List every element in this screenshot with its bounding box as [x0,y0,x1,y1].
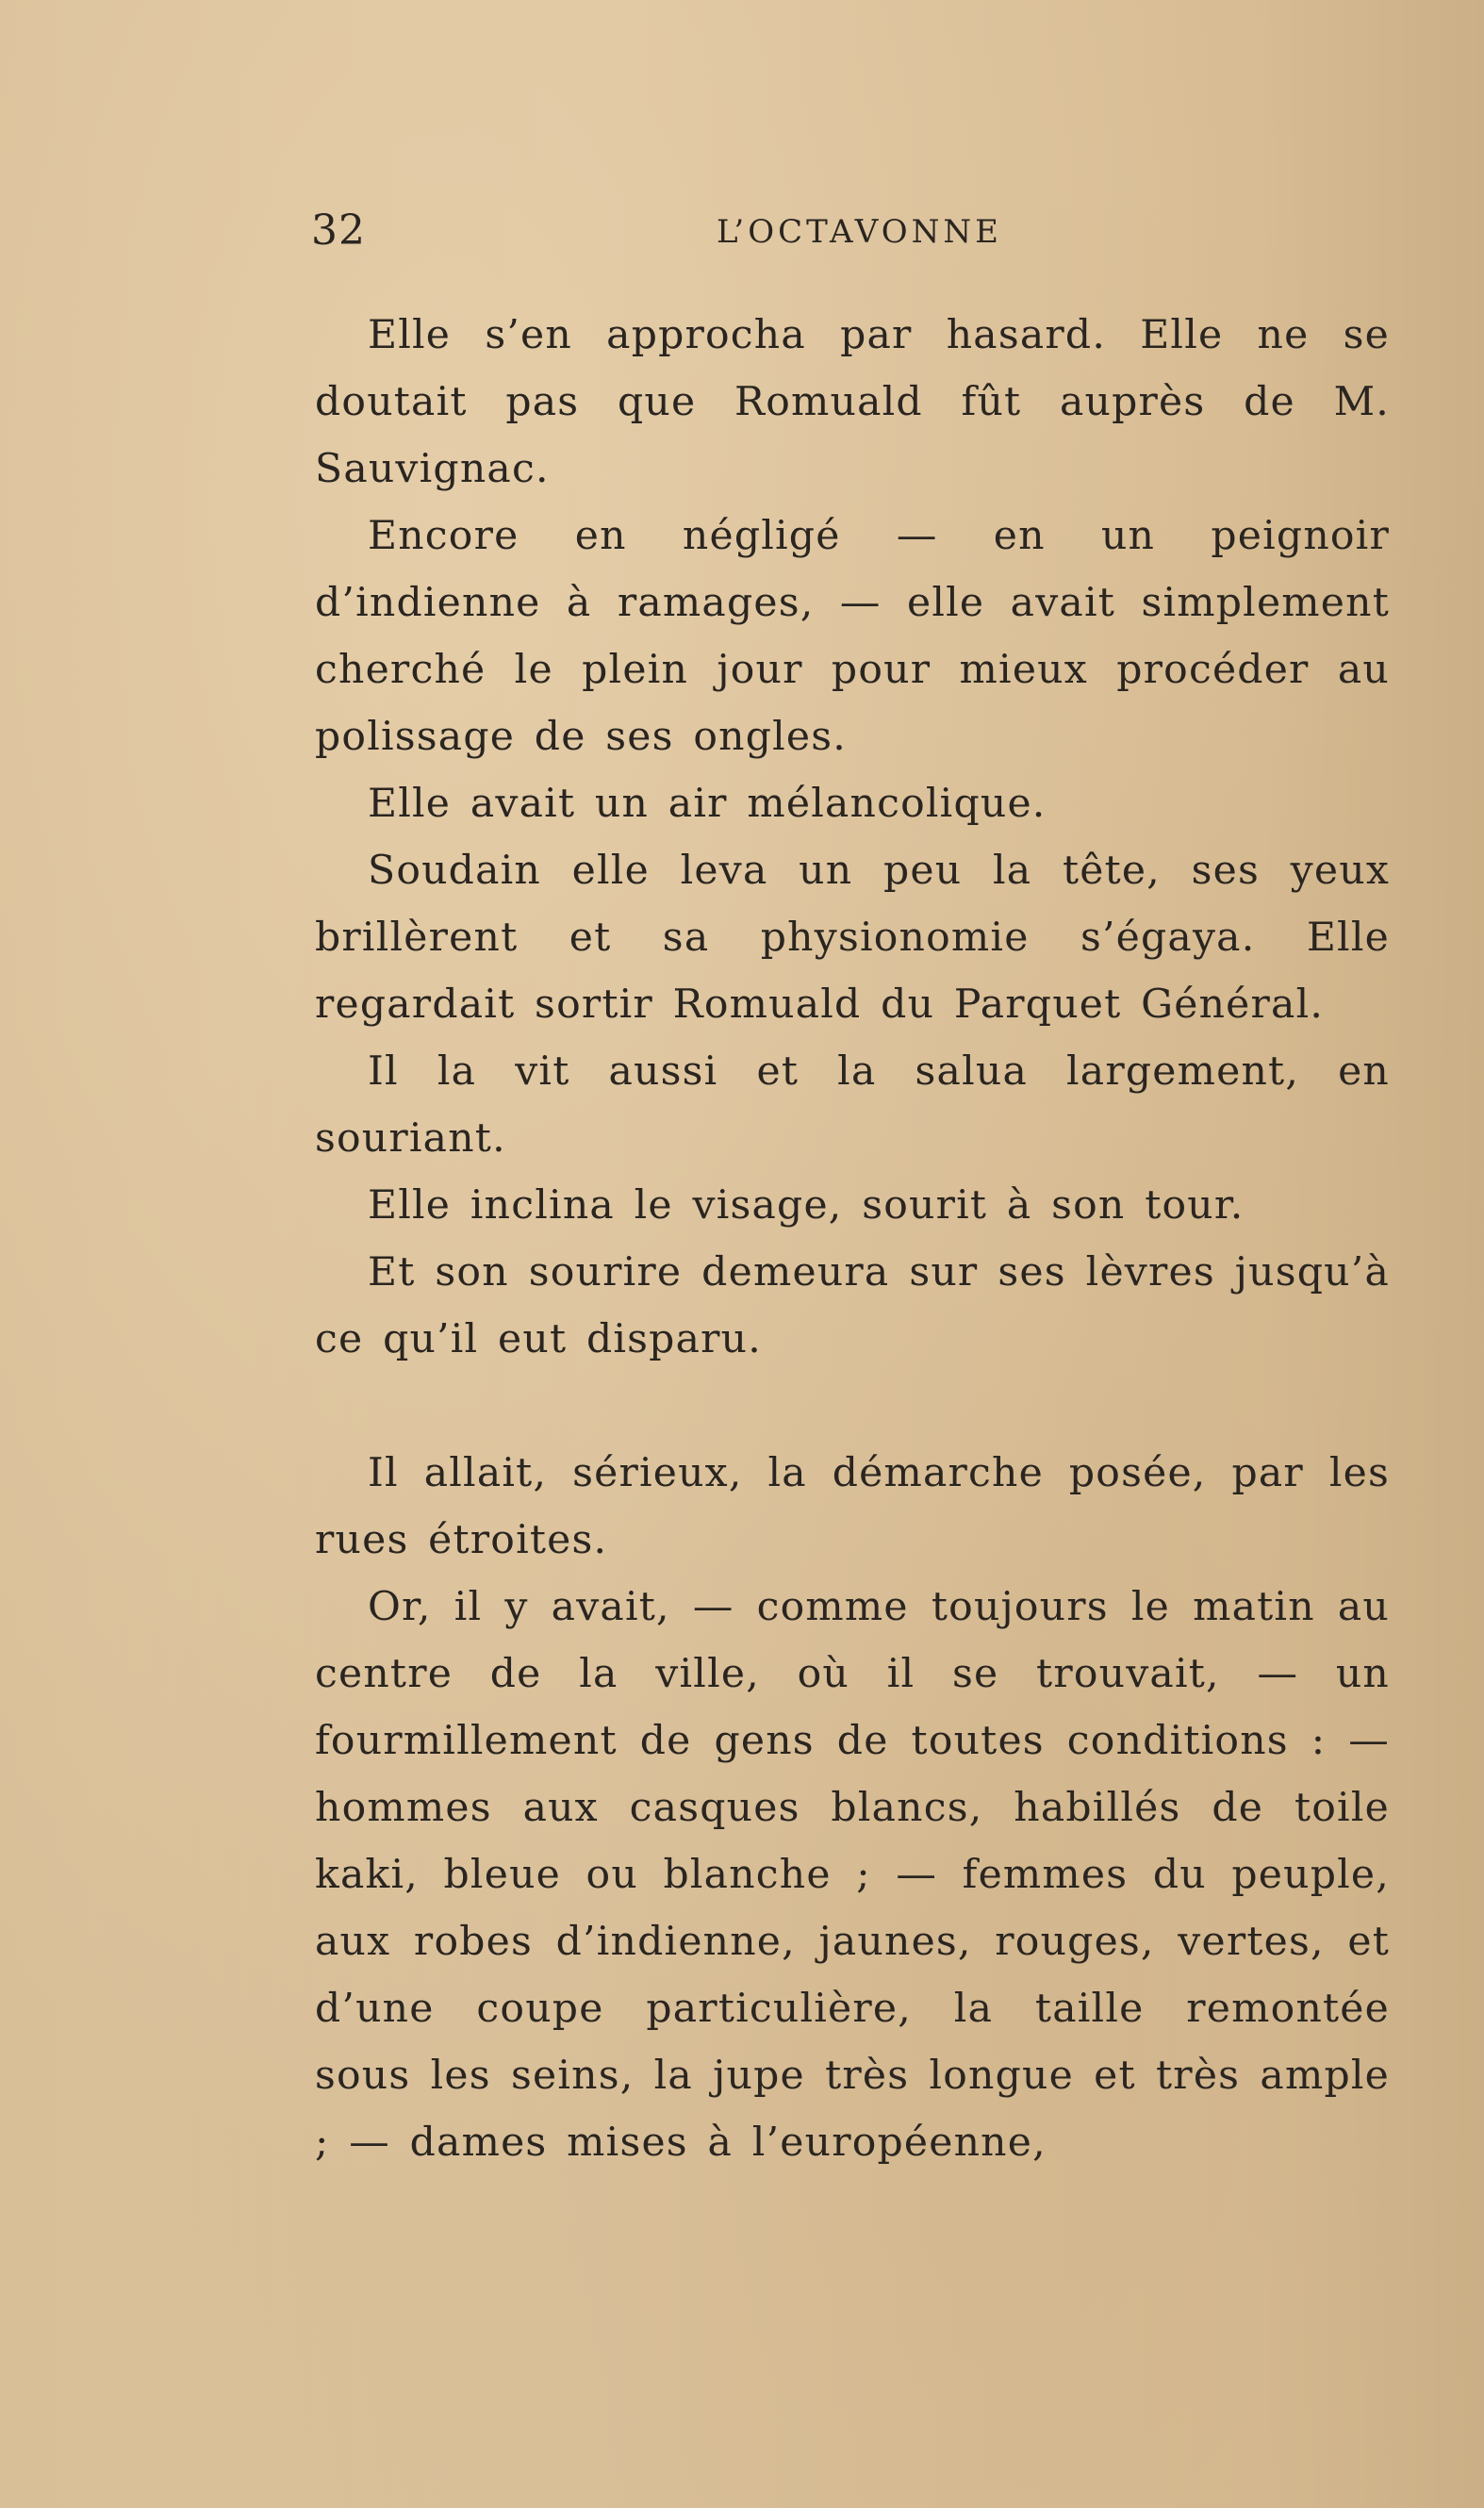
running-title: L’OCTAVONNE [717,213,1002,251]
paragraph: Encore en négligé — en un peignoir d’indienne à ramages, — elle avait simplement cherché le plein jour pour mieux procéder au polissage de ses ongles. [315,513,1390,760]
paragraph: Elle inclina le visage, sourit à son tour. [368,1182,1245,1229]
paragraph: Soudain elle leva un peu la tête, ses yeux brillèrent et sa physionomie s’égaya. Elle regardait sortir Romuald du Parquet Général. [315,848,1390,1028]
body-text [315,302,1390,2176]
paragraph: Il la vit aussi et la salua largement, en souriant. [315,1048,1390,1162]
paragraph: Il allait, sérieux, la démarche posée, par les rues étroites. [315,1450,1390,1563]
paragraph: Elle s’en approcha par hasard. Elle ne se doutait pas que Romuald fût auprès de M. Sauvignac. [315,312,1390,492]
page-number: 32 [311,206,366,255]
paragraph: Elle avait un air mélancolique. [368,781,1047,827]
paragraph: Et son sourire demeura sur ses lèvres jusqu’à ce qu’il eut disparu. [315,1249,1390,1362]
page-header [0,198,1484,264]
paragraph: Or, il y avait, — comme toujours le matin au centre de la ville, où il se trouvait, — un fourmillement de gens de toutes conditions : — hommes aux casques blancs, habillés de toile kaki, bleue ou blanche ; — femmes du peuple, aux robes d’indienne, jaunes, rouges, vertes, et d’une coupe particulière, la taille remontée sous les seins, la jupe très longue et très ample ; — dames mises à l’européenne, [315,1584,1390,2166]
